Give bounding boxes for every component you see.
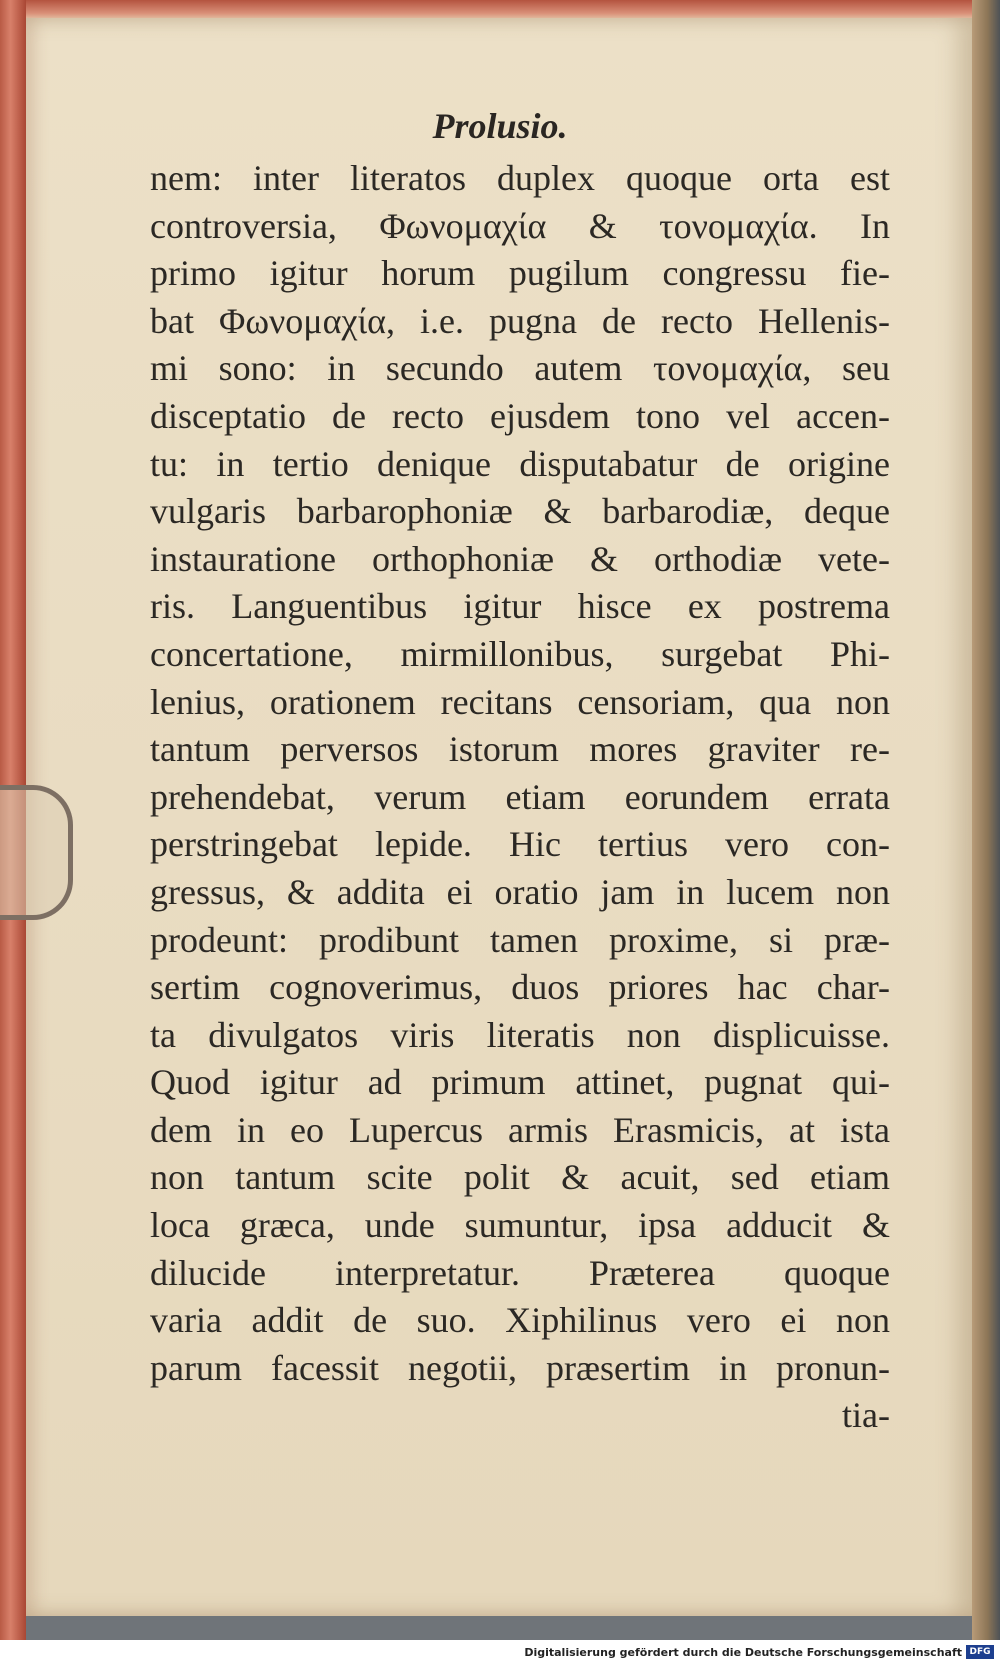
footer-credit: Digitalisierung gefördert durch die Deutsche Forschungsgemeinschaft <box>524 1646 962 1659</box>
body-text <box>150 155 890 1440</box>
text-line: lenius, orationem recitans censoriam, qua non <box>150 681 890 722</box>
text-line: prodeunt: prodibunt tamen proxime, si præ- <box>150 919 890 960</box>
text-line: perstringebat lepide. Hic tertius vero con- <box>150 824 890 865</box>
text-line: loca græca, unde sumuntur, ipsa adducit & <box>150 1205 890 1246</box>
text-line: prehendebat, verum etiam eorundem errata <box>150 776 890 817</box>
text-line: gressus, & addita ei oratio jam in lucem non <box>150 871 890 912</box>
text-line: vulgaris barbarophoniæ & barbarodiæ, deque <box>150 491 890 532</box>
text-line: tu: in tertio denique disputabatur de origine <box>150 443 890 484</box>
text-line: controversia, Φωνομαχία & τονομαχία. In <box>150 205 890 246</box>
book-clasp <box>0 785 73 920</box>
text-line: disceptatio de recto ejusdem tono vel accen- <box>150 395 890 436</box>
catchword: tia- <box>842 1395 890 1436</box>
text-line: bat Φωνομαχία, i.e. pugna de recto Hellenis- <box>150 300 890 341</box>
text-line: tantum perversos istorum mores graviter re- <box>150 729 890 770</box>
text-line: dem in eo Lupercus armis Erasmicis, at ista <box>150 1109 890 1150</box>
dfg-logo: DFG <box>966 1645 994 1659</box>
text-line: sertim cognoverimus, duos priores hac char- <box>150 967 890 1008</box>
text-line: mi sono: in secundo autem τονομαχία, seu <box>150 348 890 389</box>
text-line: varia addit de suo. Xiphilinus vero ei non <box>150 1300 890 1341</box>
text-line: Quod igitur ad primum attinet, pugnat qui- <box>150 1062 890 1103</box>
text-line: non tantum scite polit & acuit, sed etiam <box>150 1157 890 1198</box>
running-head: Prolusio. <box>432 106 568 146</box>
text-line: instauratione orthophoniæ & orthodiæ vete- <box>150 538 890 579</box>
text-line: concertatione, mirmillonibus, surgebat Phi- <box>150 633 890 674</box>
page-right-edge <box>972 0 1000 1640</box>
text-line: dilucide interpretatur. Præterea quoque <box>150 1252 890 1293</box>
text-line: ta divulgatos viris literatis non displicuisse. <box>150 1014 890 1055</box>
text-line: primo igitur horum pugilum congressu fie- <box>150 253 890 294</box>
text-line: ris. Languentibus igitur hisce ex postrema <box>150 586 890 627</box>
text-line: nem: inter literatos duplex quoque orta est <box>150 158 890 198</box>
text-line: parum facessit negotii, præsertim in pronun- <box>150 1347 890 1388</box>
